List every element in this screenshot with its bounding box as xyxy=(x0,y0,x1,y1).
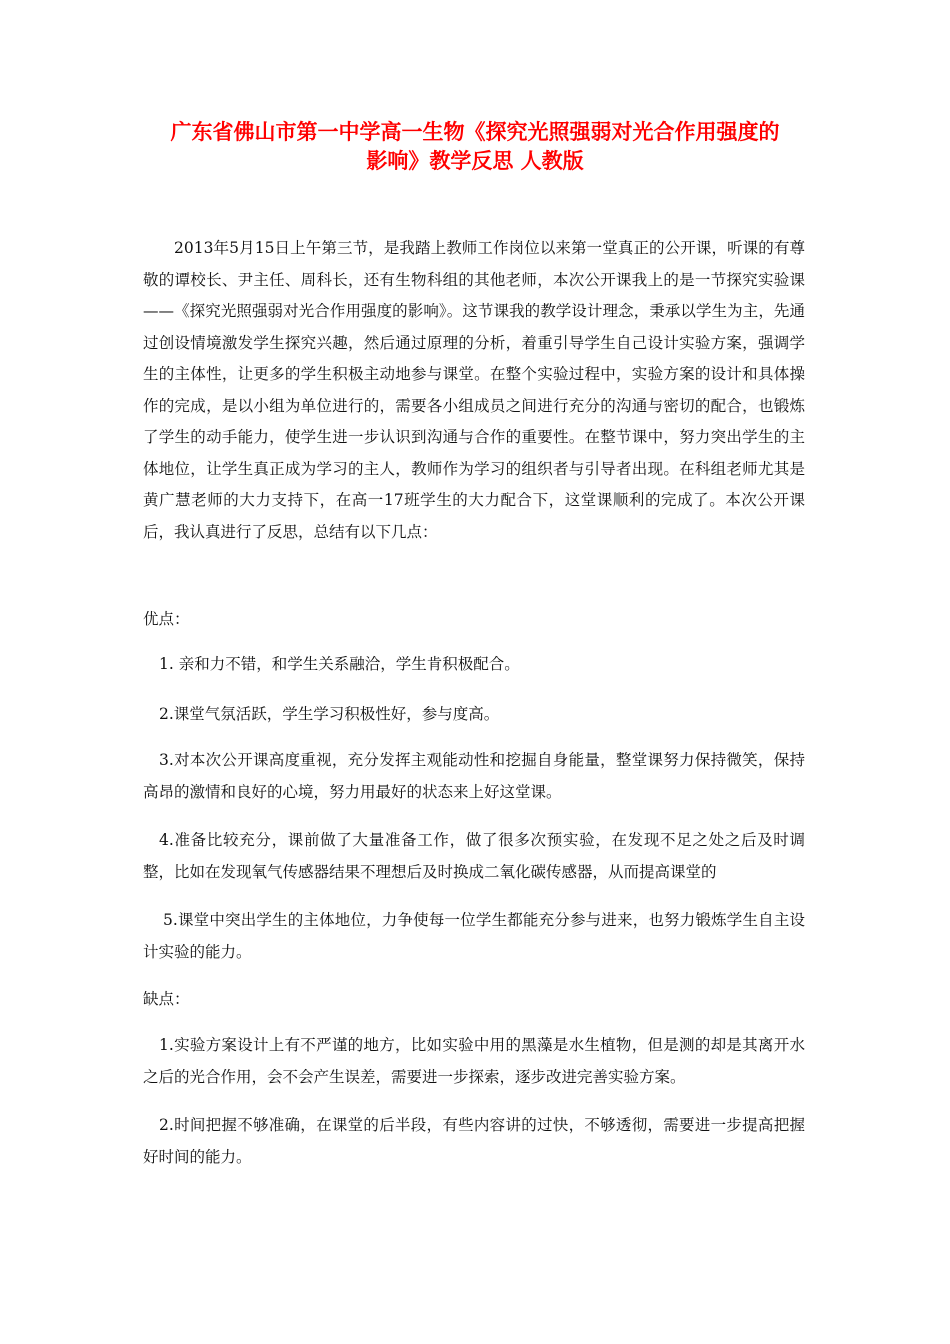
title-line-1: 广东省佛山市第一中学高一生物《探究光照强弱对光合作用强度的 xyxy=(170,120,780,144)
advantages-heading: 优点： xyxy=(143,610,190,628)
advantage-item-2: 2.课堂气氛活跃，学生学习积极性好，参与度高。 xyxy=(159,705,500,723)
disadvantage-item-2: 2.时间把握不够准确，在课堂的后半段，有些内容讲的过快，不够透彻，需要进一步提高把握好时间的能力。 xyxy=(143,1116,805,1166)
title-line-2: 影响》教学反思 人教版 xyxy=(366,149,584,173)
advantage-item-3: 3.对本次公开课高度重视，充分发挥主观能动性和挖掘自身能量，整堂课努力保持微笑，保持高昂的激情和良好的心境，努力用最好的状态来上好这堂课。 xyxy=(143,751,805,801)
intro-paragraph: 2013年5月15日上午第三节，是我踏上教师工作岗位以来第一堂真正的公开课，听课的有尊敬的谭校长、尹主任、周科长，还有生物科组的其他老师，本次公开课我上的是一节探究实验课——《探究光照强弱对光合作用强度的影响》。这节课我的教学设计理念，秉承以学生为主，先通过创设情境激发学生探究兴趣，然后通过原理的分析，着重引导学生自己设计实验方案，强调学生的主体性，让更多的学生积极主动地参与课堂。在整个实验过程中，实验方案的设计和具体操作的完成，是以小组为单位进行的，需要各小组成员之间进行充分的沟通与密切的配合，也锻炼了学生的动手能力，使学生进一步认识到沟通与合作的重要性。在整节课中，努力突出学生的主体地位，让学生真正成为学习的主人，教师作为学习的组织者与引导者出现。在科组老师尤其是黄广慧老师的大力支持下，在高一17班学生的大力配合下，这堂课顺利的完成了。本次公开课后，我认真进行了反思，总结有以下几点： xyxy=(143,239,805,541)
advantage-item-5: 5.课堂中突出学生的主体地位，力争使每一位学生都能充分参与进来，也努力锻炼学生自主设计实验的能力。 xyxy=(143,911,805,961)
advantage-item-4: 4.准备比较充分，课前做了大量准备工作，做了很多次预实验，在发现不足之处之后及时调整，比如在发现氧气传感器结果不理想后及时换成二氧化碳传感器，从而提高课堂的 xyxy=(143,831,805,881)
disadvantages-heading: 缺点： xyxy=(143,990,190,1008)
document-title xyxy=(120,118,830,176)
advantage-item-1: 1. 亲和力不错，和学生关系融洽，学生肯积极配合。 xyxy=(159,655,520,673)
disadvantage-item-1: 1.实验方案设计上有不严谨的地方，比如实验中用的黑藻是水生植物，但是测的却是其离开水之后的光合作用，会不会产生误差，需要进一步探索，逐步改进完善实验方案。 xyxy=(143,1036,805,1086)
